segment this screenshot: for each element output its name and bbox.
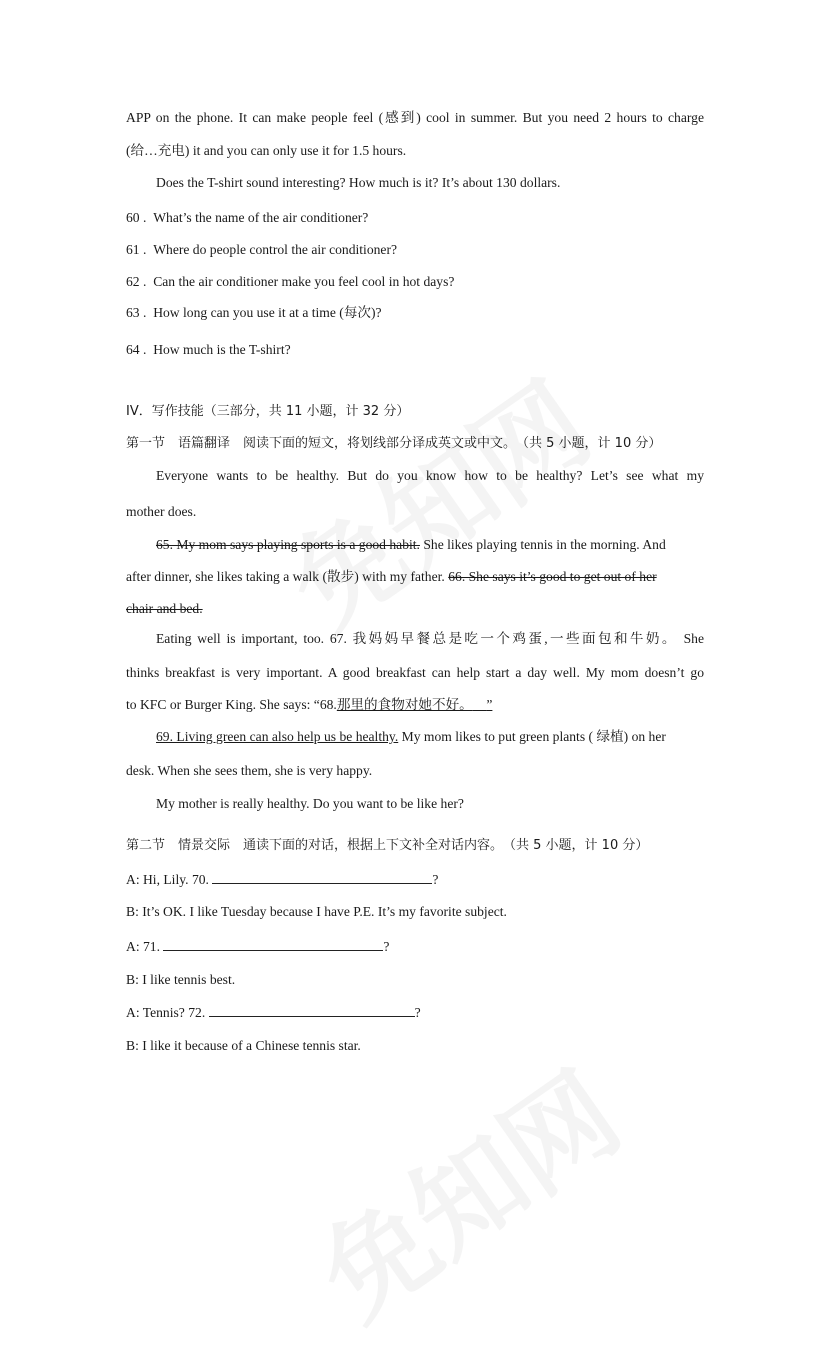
dialogue-text: A: Hi, Lily. 70. — [126, 872, 213, 887]
question-60 — [126, 208, 368, 228]
paragraph-4-line-1 — [156, 727, 666, 747]
section-iv-title: IV．写作技能（三部分，共 11 小题，计 32 分） — [126, 404, 410, 419]
dialogue-line: B: It’s OK. I like Tuesday because I have P.E. It’s my favorite subject. — [126, 904, 507, 919]
dialogue-line-70: A: Hi, Lily. 70. ? — [126, 869, 438, 890]
part1-title: 第一节 语篇翻译 阅读下面的短文，将划线部分译成英文或中文。 （共 5 小题，计 10 分） — [126, 436, 662, 451]
paragraph-4-line-2: desk. When she sees them, she is very happy. — [126, 763, 373, 778]
question-63 — [126, 303, 382, 323]
underlined-sentence-69: 69. Living green can also help us be healthy. — [156, 729, 399, 744]
question-number: 60 . — [126, 210, 147, 225]
question-text: Where do people control the air conditioner? — [153, 242, 398, 257]
answer-blank-71[interactable] — [163, 936, 383, 951]
question-61 — [126, 240, 397, 260]
paragraph-text: My mom likes to put green plants ( 绿植) on her — [398, 729, 666, 744]
paragraph-1-line-1: Everyone wants to be healthy. But do you know how to be healthy? Let’s see what my — [156, 468, 704, 483]
paragraph-2-line-2 — [126, 567, 657, 587]
passage-line-2: (给…充电) it and you can only use it for 1.5 hours. — [126, 143, 407, 158]
paragraph-2-line-3 — [126, 599, 203, 619]
dialogue-line-71: A: 71. ? — [126, 936, 389, 957]
passage-line-3: Does the T-shirt sound interesting? How much is it? It’s about 130 dollars. — [156, 175, 561, 190]
paragraph-3-line-1: Eating well is important, too. 67. 我妈妈早餐总是吃一个鸡蛋,一些面包和牛奶。 She — [156, 631, 704, 646]
answer-blank-72[interactable] — [209, 1002, 415, 1017]
question-text: What’s the name of the air conditioner? — [153, 210, 369, 225]
question-number: 64 . — [126, 342, 147, 357]
paragraph-1-line-2: mother does. — [126, 504, 197, 519]
paragraph-3-line-2: thinks breakfast is very important. A good breakfast can help start a day well. My mom doesn’t go — [126, 665, 704, 680]
paragraph-text: She likes playing tennis in the morning. And — [419, 537, 666, 552]
paragraph-text: to KFC or Burger King. She says: “68. — [126, 697, 337, 712]
underlined-sentence-65: 65. My mom says playing sports is a good habit. — [156, 537, 420, 552]
paragraph-2-line-1 — [156, 535, 666, 555]
question-text: How much is the T-shirt? — [153, 342, 291, 357]
underlined-sentence-68: 那里的食物对她不好。 ” — [336, 697, 493, 712]
passage-line-1: APP on the phone. It can make people feel (感到) cool in summer. But you need 2 hours to charge — [126, 110, 704, 125]
underlined-sentence-66: 66. She says it’s good to get out of her — [448, 569, 657, 584]
part2-title: 第二节 情景交际 通读下面的对话，根据上下文补全对话内容。 （共 5 小题，计 10 分） — [126, 838, 649, 853]
paragraph-text: after dinner, she likes taking a walk (散步) with my father. — [126, 569, 449, 584]
question-text: How long can you use it at a time (每次)? — [153, 305, 382, 320]
watermark-bottom — [285, 1030, 646, 1348]
question-number: 62 . — [126, 274, 147, 289]
question-number: 63 . — [126, 305, 147, 320]
paragraph-5: My mother is really healthy. Do you want to be like her? — [156, 796, 464, 811]
question-62 — [126, 272, 454, 292]
underlined-sentence-66-cont: chair and bed. — [126, 601, 203, 616]
paragraph-3-line-3 — [126, 695, 492, 715]
dialogue-line: B: I like it because of a Chinese tennis star. — [126, 1038, 361, 1053]
dialogue-text: A: 71. — [126, 939, 164, 954]
dialogue-line-72: A: Tennis? 72. ? — [126, 1002, 421, 1023]
watermark — [255, 340, 616, 659]
question-64 — [126, 340, 291, 360]
question-number: 61 . — [126, 242, 147, 257]
answer-blank-70[interactable] — [212, 869, 432, 884]
dialogue-text: A: Tennis? 72. — [126, 1005, 209, 1020]
dialogue-line: B: I like tennis best. — [126, 972, 236, 987]
question-text: Can the air conditioner make you feel cool in hot days? — [153, 274, 455, 289]
